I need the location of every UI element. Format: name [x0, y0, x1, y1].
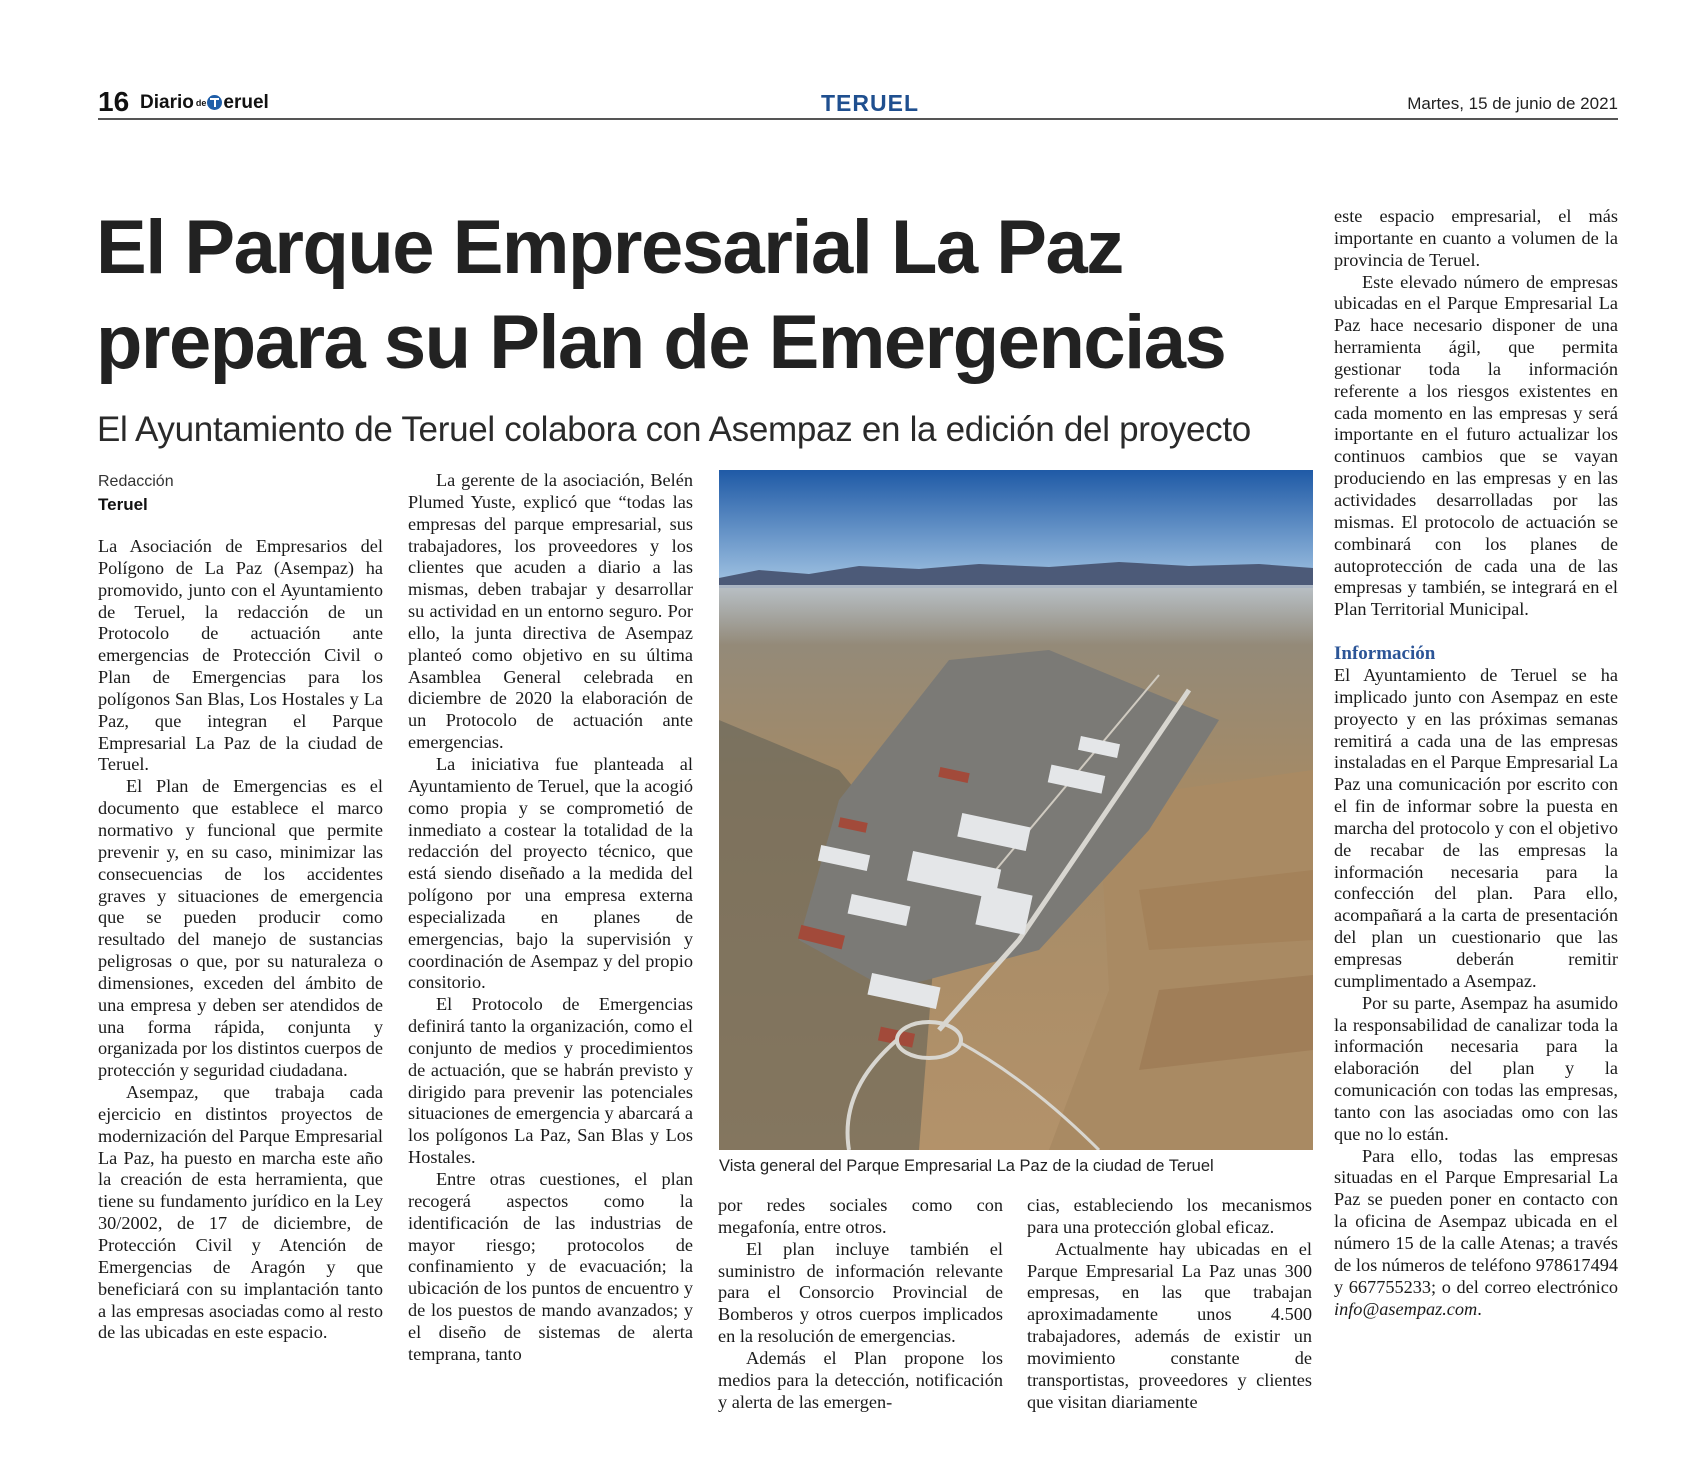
page-number: 16	[98, 86, 130, 117]
section-name: TERUEL	[821, 90, 919, 116]
paragraph: Asempaz, que trabaja cada ejercicio en distintos proyectos de modernización del Parque Empresarial La Paz, ha puesto en marcha este año la creación de esta herramienta, que tiene su fundamento jurídico en la Ley 30/2002, de 17 de diciembre, de Protección Civil y Atención de Emergencias de Aragón y que beneficiará con su implantación tanto a las empresas asociadas como al resto de las ubicadas en este espacio.	[98, 1082, 383, 1343]
text-column-3	[718, 1195, 1003, 1413]
text-column-5	[1334, 206, 1618, 1320]
paragraph-contact	[1334, 1146, 1618, 1321]
paragraph: La Asociación de Empresarios del Polígono de La Paz (Asempaz) ha promovido, junto con el Ayuntamiento de Teruel, la redacción de un Protocolo de actuación ante emergencias de Protección Civil o Plan de Emergencias para los polígonos San Blas, Los Hostales y La Paz, que integran el Parque Empresarial La Paz de la ciudad de Teruel.	[98, 536, 383, 775]
paragraph: Entre otras cuestiones, el plan recogerá aspectos como la identificación de las industrias de mayor riesgo; protocolos de confinamiento y de evacuación; la ubicación de los puntos de encuentro y de los puestos de mando avanzados; y el diseño de sistemas de alerta temprana, tanto	[408, 1169, 693, 1364]
photo-caption: Vista general del Parque Empresarial La Paz de la ciudad de Teruel	[719, 1157, 1214, 1175]
contact-text: Para ello, todas las empresas situadas en el Parque Empresarial La Paz se pueden poner en contacto con la oficina de Asempaz ubicada en el número 15 de la calle Atenas; a través de los números de teléfono 978617494 y 667755233; o del correo electrónico	[1334, 1145, 1618, 1297]
email-suffix: .	[1477, 1298, 1482, 1319]
paragraph: cias, estableciendo los mecanismos para una protección global eficaz.	[1027, 1195, 1312, 1237]
masthead-logo	[140, 92, 269, 114]
section-subtitle: Información	[1334, 643, 1436, 665]
paragraph: El Ayuntamiento de Teruel se ha implicado junto con Asempaz en este proyecto y en las próximas semanas remitirá a cada una de las empresas instaladas en el Parque Empresarial La Paz una comunicación por escrito con el fin de informar sobre la puesta en marcha del protocolo y con el objetivo de recabar de las empresas la información necesaria para la confección del plan. Para ello, acompañará a la carta de presentación del plan un cuestionario que las empresas deberán remitir cumplimentado a Asempaz.	[1334, 665, 1618, 991]
aerial-photo-illustration	[719, 470, 1313, 1150]
paragraph: Este elevado número de empresas ubicadas en el Parque Empresarial La Paz hace necesario disponer de una herramienta ágil, que permita gestionar toda la información referente a los riesgos existentes en cada momento en las empresas y será importante en el futuro actualizar los continuos cambios que se vayan produciendo en las empresas y en las actividades desarrolladas por las mismas. El protocolo de actuación se combinará con los planes de autoprotección de cada una de las empresas y también, se integrará en el Plan Territorial Municipal.	[1334, 271, 1618, 620]
paragraph: El plan incluye también el suministro de información relevante para el Consorcio Provincial de Bomberos y otros cuerpos implicados en la resolución de emergencias.	[718, 1238, 1003, 1347]
aerial-photo	[719, 470, 1313, 1150]
paragraph: Además el Plan propone los medios para la detección, notificación y alerta de las emergen-	[718, 1347, 1003, 1412]
text-column-1	[98, 536, 383, 1344]
article-subheadline: El Ayuntamiento de Teruel colabora con Asempaz en la edición del proyecto	[97, 410, 1251, 449]
paragraph: Actualmente hay ubicadas en el Parque Empresarial La Paz unas 300 empresas, en las que trabajan aproximadamente unos 4.500 trabajadores, además de existir un movimiento constante de transportistas, proveedores y clientes que visitan diariamente	[1027, 1238, 1312, 1412]
byline-place: Teruel	[98, 495, 148, 514]
issue-date: Martes, 15 de junio de 2021	[1407, 94, 1618, 113]
masthead-post: eruel	[223, 92, 269, 113]
text-column-4	[1027, 1195, 1312, 1413]
paragraph: El Plan de Emergencias es el documento que establece el marco normativo y funcional que permite prevenir y, en su caso, minimizar las consecuencias de los accidentes graves y situaciones de emergencia que se pueden producir como resultado del manejo de sustancias peligrosas o que, por su naturaleza o dimensiones, exceden del ámbito de una empresa y deben ser atendidos de una forma rápida, conjunta y organizada por los distintos cuerpos de protección y seguridad ciudadana.	[98, 776, 383, 1081]
byline-role: Redacción	[98, 473, 174, 490]
paragraph: El Protocolo de Emergencias definirá tanto la organización, como el conjunto de medios y procedimientos de actuación, que se habrán previsto y dirigido para prevenir las potenciales situaciones de emergencia y abarcará a los polígonos La Paz, San Blas y Los Hostales.	[408, 994, 693, 1168]
email-address: info@asempaz.com	[1334, 1298, 1478, 1319]
sky	[719, 470, 1313, 580]
paragraph: La iniciativa fue planteada al Ayuntamiento de Teruel, que la acogió como propia y se comprometió de inmediato a costear la totalidad de la redacción del proyecto técnico, que está siendo diseñado a la medida del polígono por una empresa externa especializada en planes de emergencias, bajo la supervisión y coordinación de Asempaz y del propio consitorio.	[408, 753, 693, 993]
paragraph: por redes sociales como con megafonía, entre otros.	[718, 1195, 1003, 1237]
masthead-de: de	[195, 98, 207, 108]
text-column-2	[408, 470, 693, 1366]
masthead-pre: Diario	[140, 92, 194, 113]
paragraph: Por su parte, Asempaz ha asumido la responsabilidad de canalizar toda la información necesaria para la elaboración del plan y la comunicación con todas las empresas, tanto con las asociadas omo con las que no lo están.	[1334, 992, 1618, 1144]
teruel-t-logo-icon	[207, 95, 222, 110]
article-headline: El Parque Empresarial La Paz prepara su Plan de Emergencias	[96, 205, 1226, 385]
paragraph: La gerente de la asociación, Belén Plumed Yuste, explicó que “todas las empresas del parque empresarial, sus trabajadores, los proveedores y los clientes que acuden a diario a las mismas, deben trabajar y desarrollar su actividad en un entorno seguro. Por ello, la junta directiva de Asempaz planteó como objetivo en su última Asamblea General celebrada en diciembre de 2020 la elaboración de un Protocolo de actuación ante emergencias.	[408, 470, 693, 753]
paragraph: este espacio empresarial, el más importante en cuanto a volumen de la provincia de Teruel.	[1334, 206, 1618, 270]
header-divider	[98, 118, 1618, 120]
